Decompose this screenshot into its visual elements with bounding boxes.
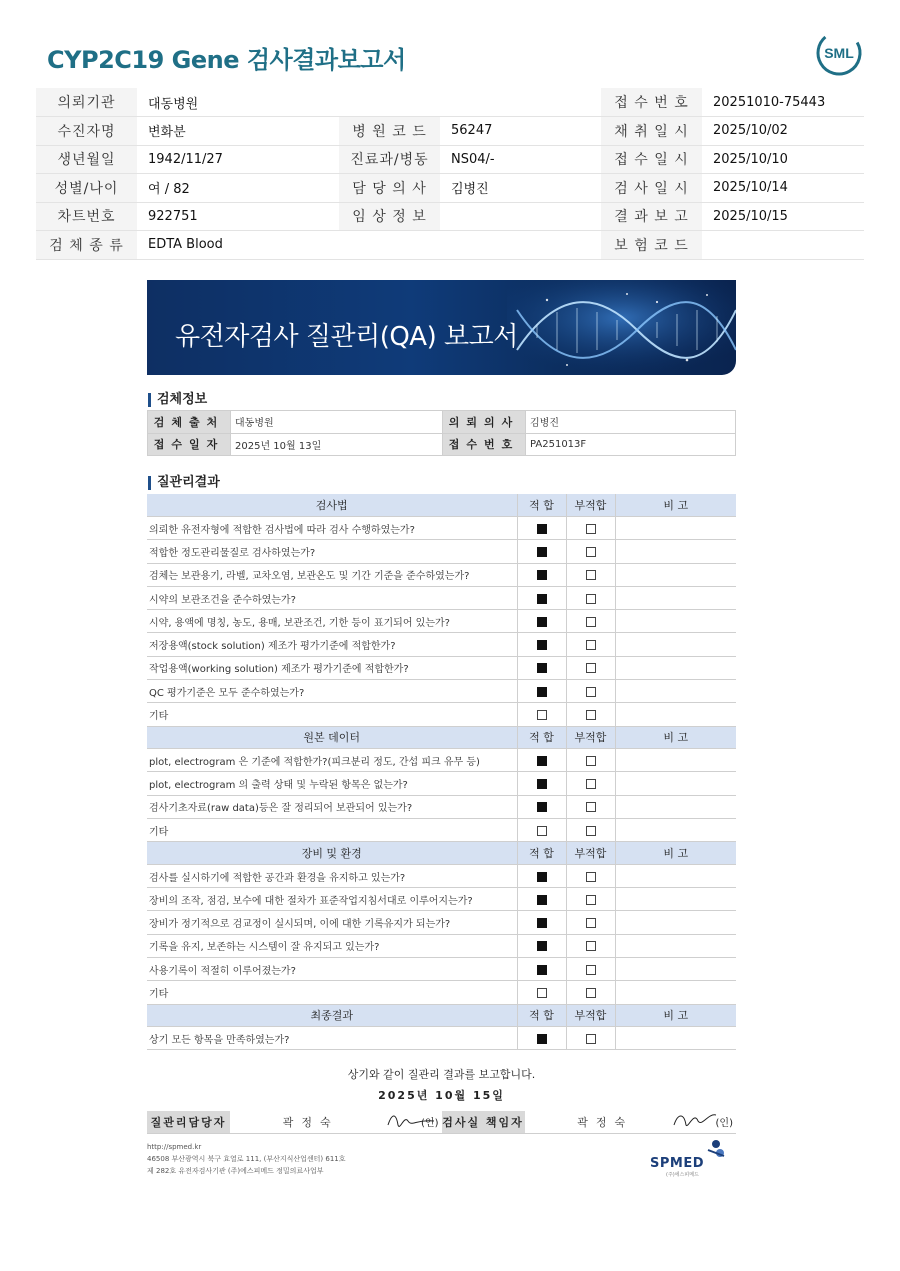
qa-question: 기록을 유지, 보존하는 시스템이 잘 유지되고 있는가? <box>147 934 517 957</box>
checked-box-icon <box>537 617 547 627</box>
seal-text: (인) <box>421 1118 439 1130</box>
clinical-value <box>440 202 601 231</box>
qc-manager-name: 곽정숙 <box>230 1111 392 1133</box>
checked-box-icon <box>537 872 547 882</box>
qa-group-header <box>147 842 736 865</box>
unchecked-box-icon <box>586 524 596 534</box>
unchecked-box-icon <box>537 710 547 720</box>
qa-pass-cell <box>517 656 566 679</box>
qa-row <box>147 633 736 656</box>
receipt-date-value: 2025/10/10 <box>702 145 864 174</box>
unchecked-box-icon <box>586 988 596 998</box>
qa-note-cell <box>615 958 736 981</box>
qa-pass-cell <box>517 633 566 656</box>
closing-date: 2025년 10월 15일 <box>378 1089 505 1102</box>
qa-note-cell <box>615 864 736 887</box>
unchecked-box-icon <box>537 988 547 998</box>
qa-question: 기타 <box>147 703 517 726</box>
checked-box-icon <box>537 524 547 534</box>
qa-fail-cell <box>566 517 615 540</box>
qa-question: QC 평가기준은 모두 준수하였는가? <box>147 680 517 703</box>
unchecked-box-icon <box>586 594 596 604</box>
checked-box-icon <box>537 965 547 975</box>
qa-row <box>147 911 736 934</box>
banner-title: 유전자검사 질관리(QA) 보고서 <box>175 322 518 352</box>
qa-note-cell <box>615 911 736 934</box>
spmed-logo-text: SPMED <box>650 1156 704 1171</box>
qa-results-table <box>147 494 736 1050</box>
doctor-value: 김병진 <box>440 174 601 203</box>
unchecked-box-icon <box>586 941 596 951</box>
institution-label: 의뢰기관 <box>36 88 137 117</box>
specimen-doctor-label: 의뢰의사 <box>443 411 526 434</box>
qa-fail-cell <box>566 680 615 703</box>
qa-note-cell <box>615 888 736 911</box>
checked-box-icon <box>537 756 547 766</box>
qa-note-cell <box>615 819 736 842</box>
qa-pass-cell <box>517 563 566 586</box>
unchecked-box-icon <box>586 617 596 627</box>
qa-pass-cell <box>517 795 566 818</box>
qa-question: plot, electrogram 의 출력 상태 및 누락된 항목은 없는가? <box>147 772 517 795</box>
unchecked-box-icon <box>537 826 547 836</box>
specimen-type-label: 검 체 종 류 <box>36 231 137 260</box>
checked-box-icon <box>537 779 547 789</box>
signature-table <box>147 1111 736 1134</box>
sml-logo <box>814 28 864 78</box>
qa-fail-cell <box>566 772 615 795</box>
qa-note-cell <box>615 563 736 586</box>
qa-question: 적합한 정도관리물질로 검사하였는가? <box>147 540 517 563</box>
qa-note-cell <box>615 633 736 656</box>
qa-pass-cell <box>517 517 566 540</box>
unchecked-box-icon <box>586 802 596 812</box>
qa-question: 장비의 조작, 점검, 보수에 대한 절차가 표준작업지침서대로 이루어지는가? <box>147 888 517 911</box>
col-fail-header: 부적합 <box>566 494 615 517</box>
qa-pass-cell <box>517 610 566 633</box>
qa-fail-cell <box>566 864 615 887</box>
col-pass-header: 적 합 <box>517 726 566 749</box>
qa-fail-cell <box>566 633 615 656</box>
hospital-code-label: 병 원 코 드 <box>339 117 440 146</box>
specimen-date-value: 2025년 10월 13일 <box>231 433 443 456</box>
qc-manager-label: 질관리담당자 <box>147 1111 230 1133</box>
unchecked-box-icon <box>586 872 596 882</box>
dept-value: NS04/- <box>440 145 601 174</box>
unchecked-box-icon <box>586 640 596 650</box>
checked-box-icon <box>537 941 547 951</box>
checked-box-icon <box>537 802 547 812</box>
sml-logo-text: SML <box>824 45 854 61</box>
footer-address: 46508 부산광역시 북구 효열로 111, (부산지식산업센터) 611호 <box>147 1155 346 1163</box>
qa-question: 기타 <box>147 819 517 842</box>
qa-question: 상기 모든 항목을 만족하였는가? <box>147 1027 517 1050</box>
birth-label: 생년월일 <box>36 145 137 174</box>
document-title: CYP2C19 Gene 검사결과보고서 <box>47 46 406 74</box>
qa-note-cell <box>615 981 736 1004</box>
col-pass-header: 적 합 <box>517 1004 566 1027</box>
hospital-code-value: 56247 <box>440 117 601 146</box>
qa-group-title: 최종결과 <box>147 1004 517 1027</box>
qa-question: 시약, 용액에 명칭, 농도, 용매, 보관조건, 기한 등이 표기되어 있는가? <box>147 610 517 633</box>
qa-row <box>147 934 736 957</box>
qa-fail-cell <box>566 610 615 633</box>
checked-box-icon <box>537 594 547 604</box>
col-fail-header: 부적합 <box>566 1004 615 1027</box>
qa-row <box>147 703 736 726</box>
closing-statement: 상기와 같이 질관리 결과를 보고합니다. <box>347 1068 536 1081</box>
qa-row <box>147 563 736 586</box>
qa-question: 시약의 보관조건을 준수하였는가? <box>147 586 517 609</box>
lab-director-name: 곽정숙 <box>525 1111 687 1133</box>
qa-row <box>147 540 736 563</box>
doctor-label: 담 당 의 사 <box>339 174 440 203</box>
unchecked-box-icon <box>586 779 596 789</box>
qa-fail-cell <box>566 981 615 1004</box>
qa-question: 검사를 실시하기에 적합한 공간과 환경을 유지하고 있는가? <box>147 864 517 887</box>
checked-box-icon <box>537 895 547 905</box>
qa-row <box>147 749 736 772</box>
qa-question: 작업용액(working solution) 제조가 평가기준에 적합한가? <box>147 656 517 679</box>
unchecked-box-icon <box>586 1034 596 1044</box>
col-note-header: 비 고 <box>615 494 736 517</box>
col-pass-header: 적 합 <box>517 842 566 865</box>
specimen-section-heading: 검체정보 <box>148 393 207 407</box>
specimen-source-label: 검체출처 <box>148 411 231 434</box>
qa-group-title: 원본 데이터 <box>147 726 517 749</box>
chart-value: 922751 <box>137 202 339 231</box>
qa-fail-cell <box>566 934 615 957</box>
lab-director-seal <box>686 1111 736 1133</box>
institution-value: 대동병원 <box>137 88 601 117</box>
birth-value: 1942/11/27 <box>137 145 339 174</box>
test-date-label: 검 사 일 시 <box>601 174 702 203</box>
qa-group-title: 장비 및 환경 <box>147 842 517 865</box>
qa-note-cell <box>615 586 736 609</box>
qa-pass-cell <box>517 981 566 1004</box>
dept-label: 진료과/병동 <box>339 145 440 174</box>
receipt-date-label: 접 수 일 시 <box>601 145 702 174</box>
unchecked-box-icon <box>586 710 596 720</box>
qa-group-title: 검사법 <box>147 494 517 517</box>
qa-pass-cell <box>517 749 566 772</box>
qa-row <box>147 1027 736 1050</box>
qa-note-cell <box>615 749 736 772</box>
sex-age-value: 여 / 82 <box>137 174 339 203</box>
info-row <box>36 174 864 203</box>
checked-box-icon <box>537 918 547 928</box>
qa-note-cell <box>615 934 736 957</box>
patient-info-table <box>36 88 864 260</box>
result-date-label: 결 과 보 고 <box>601 202 702 231</box>
result-date-value: 2025/10/15 <box>702 202 864 231</box>
qa-pass-cell <box>517 703 566 726</box>
checked-box-icon <box>537 570 547 580</box>
qa-note-cell <box>615 680 736 703</box>
qa-row <box>147 864 736 887</box>
qa-fail-cell <box>566 540 615 563</box>
insurance-value <box>702 231 864 260</box>
qa-fail-cell <box>566 1027 615 1050</box>
qa-row <box>147 981 736 1004</box>
unchecked-box-icon <box>586 570 596 580</box>
clinical-label: 임 상 정 보 <box>339 202 440 231</box>
qa-pass-cell <box>517 772 566 795</box>
specimen-no-label: 접수번호 <box>443 433 526 456</box>
qa-pass-cell <box>517 680 566 703</box>
unchecked-box-icon <box>586 547 596 557</box>
qa-row <box>147 680 736 703</box>
qa-question: 장비가 정기적으로 검교정이 실시되며, 이에 대한 기록유지가 되는가? <box>147 911 517 934</box>
qa-report-banner <box>147 280 736 375</box>
qa-fail-cell <box>566 888 615 911</box>
qa-fail-cell <box>566 795 615 818</box>
specimen-doctor-value: 김병진 <box>526 411 736 434</box>
qa-question: 사용기록이 적절히 이루어졌는가? <box>147 958 517 981</box>
unchecked-box-icon <box>586 918 596 928</box>
insurance-label: 보 험 코 드 <box>601 231 702 260</box>
qa-row <box>147 888 736 911</box>
col-pass-header: 적 합 <box>517 494 566 517</box>
spmed-logo-sub: (주)에스피메드 <box>666 1172 699 1178</box>
qa-pass-cell <box>517 934 566 957</box>
qa-row <box>147 795 736 818</box>
col-note-header: 비 고 <box>615 1004 736 1027</box>
qa-note-cell <box>615 540 736 563</box>
receipt-no-value: 20251010-75443 <box>702 88 864 117</box>
footer-url: http://spmed.kr <box>147 1143 202 1151</box>
unchecked-box-icon <box>586 895 596 905</box>
qa-pass-cell <box>517 864 566 887</box>
qa-group-header <box>147 726 736 749</box>
test-date-value: 2025/10/14 <box>702 174 864 203</box>
checked-box-icon <box>537 663 547 673</box>
qa-group-header <box>147 1004 736 1027</box>
specimen-source-value: 대동병원 <box>231 411 443 434</box>
qa-fail-cell <box>566 703 615 726</box>
sex-age-label: 성별/나이 <box>36 174 137 203</box>
signature-mark-icon <box>386 1109 439 1133</box>
qa-pass-cell <box>517 540 566 563</box>
qa-note-cell <box>615 703 736 726</box>
chart-label: 차트번호 <box>36 202 137 231</box>
qa-group-header <box>147 494 736 517</box>
qa-question: 기타 <box>147 981 517 1004</box>
qa-question: 의뢰한 유전자형에 적합한 검사법에 따라 검사 수행하였는가? <box>147 517 517 540</box>
signature-mark-icon <box>672 1107 722 1131</box>
qa-fail-cell <box>566 819 615 842</box>
col-note-header: 비 고 <box>615 842 736 865</box>
qa-pass-cell <box>517 586 566 609</box>
qc-manager-seal <box>392 1111 442 1133</box>
qa-row <box>147 819 736 842</box>
qa-note-cell <box>615 772 736 795</box>
qa-row <box>147 772 736 795</box>
info-row <box>36 202 864 231</box>
qa-note-cell <box>615 795 736 818</box>
qa-fail-cell <box>566 749 615 772</box>
qa-row <box>147 586 736 609</box>
col-fail-header: 부적합 <box>566 842 615 865</box>
qa-note-cell <box>615 1027 736 1050</box>
qa-fail-cell <box>566 563 615 586</box>
collection-date-value: 2025/10/02 <box>702 117 864 146</box>
qa-pass-cell <box>517 819 566 842</box>
qa-row <box>147 958 736 981</box>
info-row <box>36 117 864 146</box>
qa-question: plot, electrogram 은 기준에 적합한가?(피크분리 정도, 간섭 피크 유무 등) <box>147 749 517 772</box>
receipt-no-label: 접 수 번 호 <box>601 88 702 117</box>
col-fail-header: 부적합 <box>566 726 615 749</box>
seal-text: (인) <box>715 1118 733 1130</box>
qa-row <box>147 610 736 633</box>
collection-date-label: 채 취 일 시 <box>601 117 702 146</box>
unchecked-box-icon <box>586 663 596 673</box>
qa-fail-cell <box>566 656 615 679</box>
qa-fail-cell <box>566 958 615 981</box>
lab-director-label: 검사실 책임자 <box>442 1111 525 1133</box>
checked-box-icon <box>537 640 547 650</box>
checked-box-icon <box>537 1034 547 1044</box>
unchecked-box-icon <box>586 826 596 836</box>
footer-registration: 제 282호 유전자검사기관 (주)에스피메드 정밀의료사업부 <box>147 1167 324 1175</box>
patient-value: 변화분 <box>137 117 339 146</box>
checked-box-icon <box>537 687 547 697</box>
qa-pass-cell <box>517 958 566 981</box>
info-row <box>36 88 864 117</box>
qa-pass-cell <box>517 888 566 911</box>
footer-info <box>147 1141 346 1177</box>
specimen-info-table <box>147 410 736 456</box>
unchecked-box-icon <box>586 965 596 975</box>
qa-pass-cell <box>517 911 566 934</box>
dna-helix-icon <box>507 280 736 375</box>
qa-question: 저장용액(stock solution) 제조가 평가기준에 적합한가? <box>147 633 517 656</box>
col-note-header: 비 고 <box>615 726 736 749</box>
qa-note-cell <box>615 517 736 540</box>
specimen-date-label: 접수일자 <box>148 433 231 456</box>
qa-row <box>147 656 736 679</box>
qa-note-cell <box>615 656 736 679</box>
patient-label: 수진자명 <box>36 117 137 146</box>
unchecked-box-icon <box>586 687 596 697</box>
qa-section-heading: 질관리결과 <box>148 476 220 490</box>
qa-question: 검사기초자료(raw data)등은 잘 정리되어 보관되어 있는가? <box>147 795 517 818</box>
info-row <box>36 231 864 260</box>
checked-box-icon <box>537 547 547 557</box>
unchecked-box-icon <box>586 756 596 766</box>
qa-fail-cell <box>566 911 615 934</box>
specimen-no-value: PA251013F <box>526 433 736 456</box>
qa-row <box>147 517 736 540</box>
qa-question: 검체는 보관용기, 라벨, 교차오염, 보관온도 및 기간 기준을 준수하였는가? <box>147 563 517 586</box>
qa-note-cell <box>615 610 736 633</box>
specimen-type-value: EDTA Blood <box>137 231 601 260</box>
info-row <box>36 145 864 174</box>
qa-fail-cell <box>566 586 615 609</box>
qa-pass-cell <box>517 1027 566 1050</box>
